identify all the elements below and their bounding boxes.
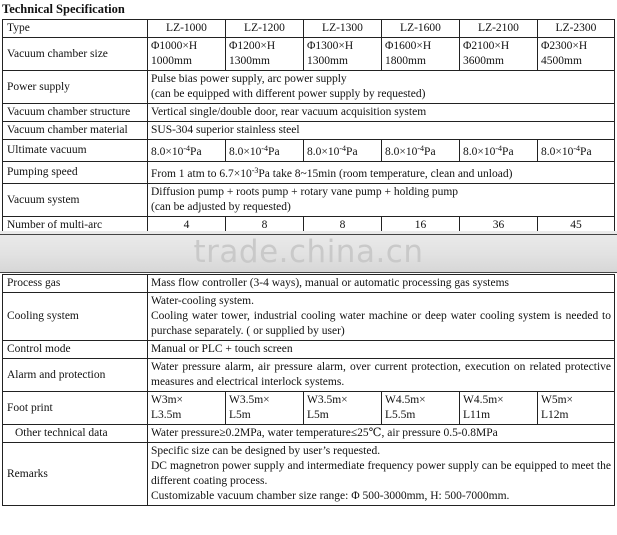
other-value: Water pressure≥0.2MPa, water temperature≤25℃, air pressure 0.5-0.8MPa xyxy=(148,425,615,443)
row-chamber-size xyxy=(3,38,615,71)
multi-arc-cell: 45 xyxy=(538,217,615,235)
vacuum-cell: $8.0\times 10^{-4}Pa$ xyxy=(382,140,460,162)
row-foot-print xyxy=(3,392,615,425)
vacuum-cell: $8.0\times 10^{-4}Pa$ xyxy=(226,140,304,162)
cooling-value: Water-cooling system. Cooling water tower, industrial cooling water machine or deep water cooling system is needed to purchase separately. ( or supplied by user) xyxy=(148,293,615,341)
row-label: Number of multi-arc xyxy=(3,217,148,235)
control-value: Manual or PLC + touch screen xyxy=(148,341,615,359)
row-label: Type xyxy=(3,20,148,38)
size-cell: Φ1000×H 1000mm xyxy=(148,38,226,71)
row-label: Remarks xyxy=(3,443,148,506)
multi-arc-cell: 8 xyxy=(226,217,304,235)
row-chamber-material xyxy=(3,122,615,140)
model-cell: LZ-1600 xyxy=(382,20,460,38)
remarks-value: Specific size can be designed by user’s requested. DC magnetron power supply and intermediate frequency power supply can be equipped to meet the different coating process. Customizable vacuum chamber size range: Φ 500-3000mm, H: 500-7000mm. xyxy=(148,443,615,506)
row-pumping-speed xyxy=(3,162,615,184)
model-cell: LZ-2100 xyxy=(460,20,538,38)
row-remarks xyxy=(3,443,615,506)
footprint-cell: W3m× L3.5m xyxy=(148,392,226,425)
alarm-value: Water pressure alarm, air pressure alarm, over current protection, execution on related protective measures and electrical interlock systems. xyxy=(148,359,615,392)
vacuum-cell: $8.0\times 10^{-4}Pa$ xyxy=(460,140,538,162)
row-label: Vacuum chamber structure xyxy=(3,104,148,122)
footprint-cell: W4.5m× L11m xyxy=(460,392,538,425)
model-cell: LZ-1300 xyxy=(304,20,382,38)
size-cell: Φ2300×H 4500mm xyxy=(538,38,615,71)
row-label: Foot print xyxy=(3,392,148,425)
footprint-cell: W4.5m× L5.5m xyxy=(382,392,460,425)
watermark: trade.china.cn xyxy=(193,234,424,270)
multi-arc-cell: 4 xyxy=(148,217,226,235)
footprint-cell: W3.5m× L5m xyxy=(226,392,304,425)
model-cell: LZ-1000 xyxy=(148,20,226,38)
process-gas-value: Mass flow controller (3-4 ways), manual or automatic processing gas systems xyxy=(148,275,615,293)
row-type xyxy=(3,20,615,38)
section-heading: Technical Specification xyxy=(2,2,125,16)
model-cell: LZ-1200 xyxy=(226,20,304,38)
row-alarm-protection xyxy=(3,359,615,392)
row-label: Power supply xyxy=(3,71,148,104)
size-cell: Φ1300×H 1300mm xyxy=(304,38,382,71)
vacuum-system-value: Diffusion pump + roots pump + rotary vane pump + holding pump (can be adjusted by requested) xyxy=(148,184,615,217)
size-cell: Φ2100×H 3600mm xyxy=(460,38,538,71)
row-label: Ultimate vacuum xyxy=(3,140,148,162)
structure-value: Vertical single/double door, rear vacuum acquisition system xyxy=(148,104,615,122)
watermark-band xyxy=(0,231,617,273)
row-other-technical-data xyxy=(3,425,615,443)
size-cell: Φ1200×H 1300mm xyxy=(226,38,304,71)
vacuum-cell: $8.0\times 10^{-4}Pa$ xyxy=(304,140,382,162)
power-supply-value: Pulse bias power supply, arc power supply (can be equipped with different power supply by requested) xyxy=(148,71,615,104)
row-label: Vacuum chamber material xyxy=(3,122,148,140)
row-label: Vacuum system xyxy=(3,184,148,217)
row-process-gas xyxy=(3,275,615,293)
model-cell: LZ-2300 xyxy=(538,20,615,38)
material-value: SUS-304 superior stainless steel xyxy=(148,122,615,140)
row-label: Pumping speed xyxy=(3,162,148,184)
row-label: Vacuum chamber size xyxy=(3,38,148,71)
row-cooling-system xyxy=(3,293,615,341)
row-control-mode xyxy=(3,341,615,359)
footprint-cell: W3.5m× L5m xyxy=(304,392,382,425)
size-cell: Φ1600×H 1800mm xyxy=(382,38,460,71)
row-ultimate-vacuum xyxy=(3,140,615,162)
row-chamber-structure xyxy=(3,104,615,122)
row-label: Process gas xyxy=(3,275,148,293)
vacuum-cell: $8.0\times 10^{-4}Pa$ xyxy=(538,140,615,162)
pumping-speed-value: From 1 atm to $6.7\times 10^{-3}Pa$ take 8~15min (room temperature, clean and unload) xyxy=(148,162,615,184)
vacuum-cell: $8.0\times 10^{-4}Pa$ xyxy=(148,140,226,162)
footprint-cell: W5m× L12m xyxy=(538,392,615,425)
row-power-supply xyxy=(3,71,615,104)
row-vacuum-system xyxy=(3,184,615,217)
row-label: Alarm and protection xyxy=(3,359,148,392)
row-label: Control mode xyxy=(3,341,148,359)
multi-arc-cell: 8 xyxy=(304,217,382,235)
multi-arc-cell: 16 xyxy=(382,217,460,235)
row-label: Cooling system xyxy=(3,293,148,341)
row-label: Other technical data xyxy=(3,425,148,443)
multi-arc-cell: 36 xyxy=(460,217,538,235)
